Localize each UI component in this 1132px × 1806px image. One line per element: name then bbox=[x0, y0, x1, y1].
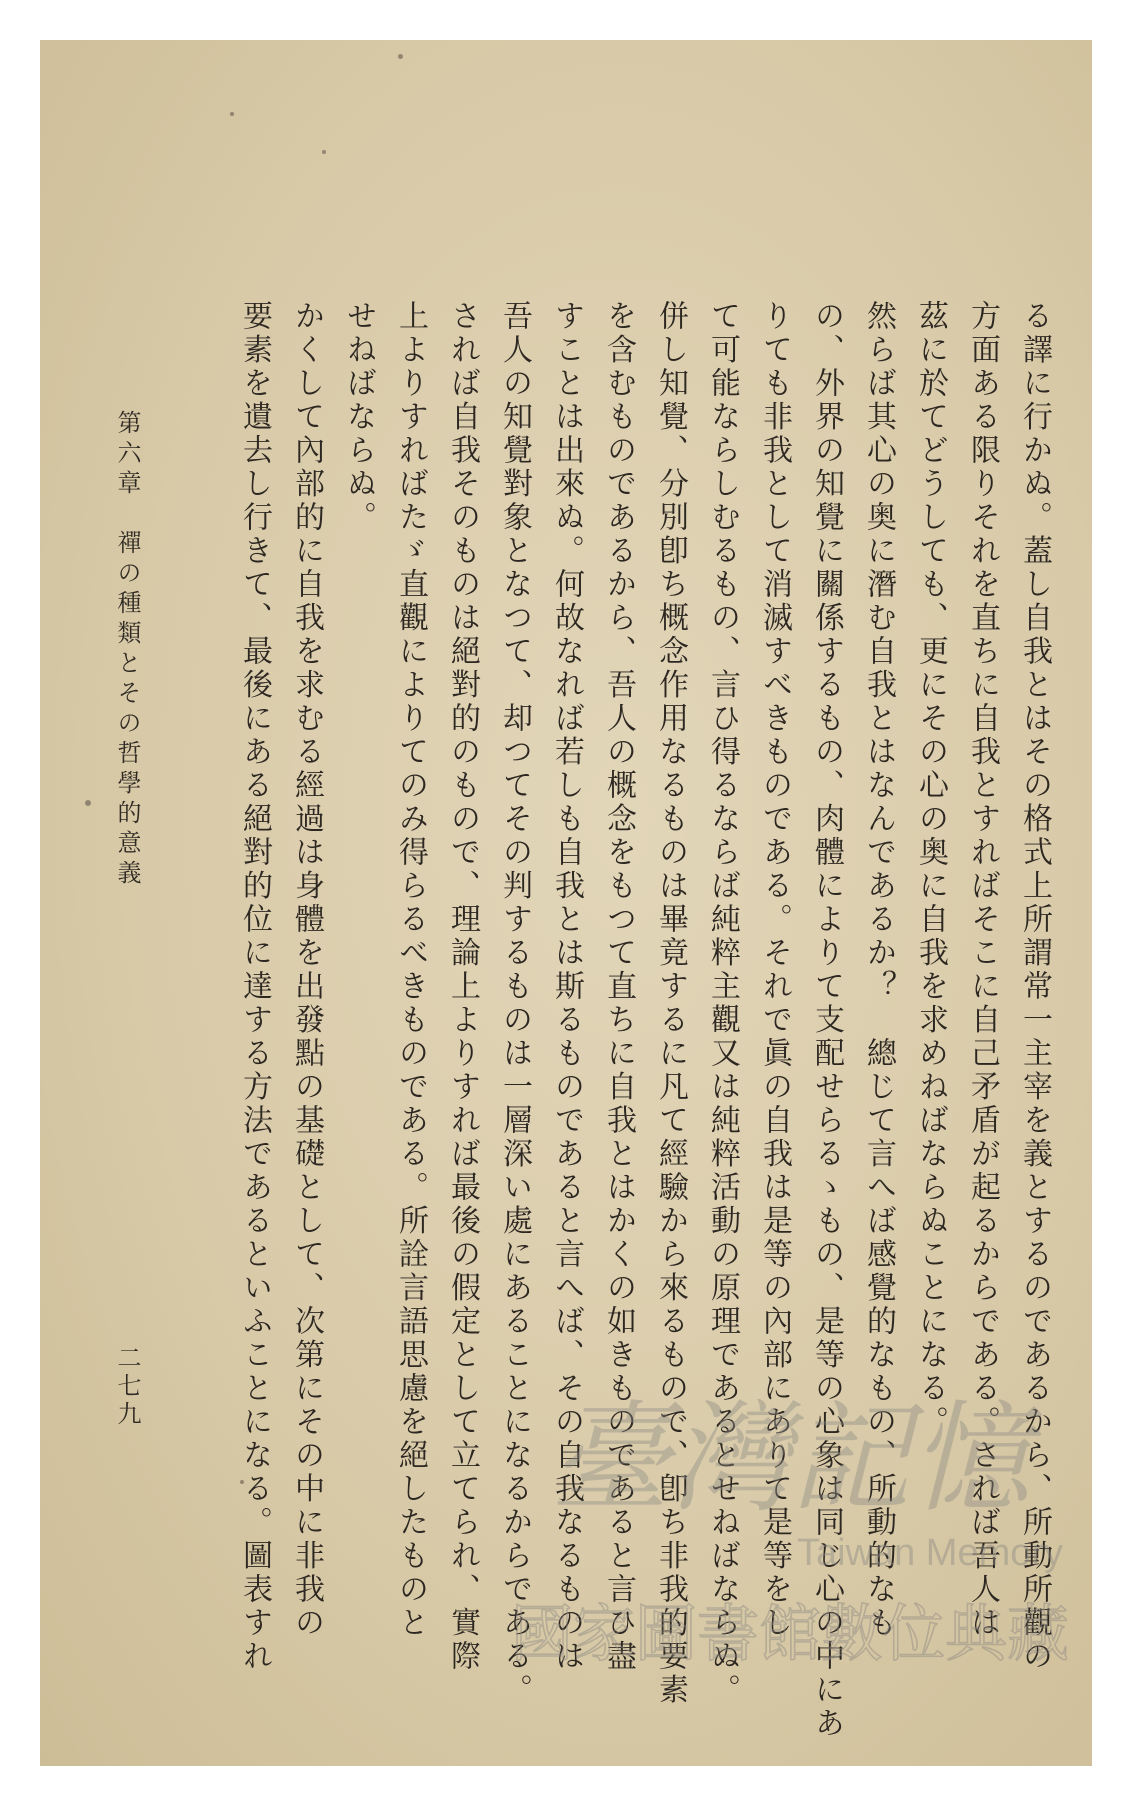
speck-mark bbox=[85, 800, 91, 806]
text-line: 然らば其心の奥に潛む自我とはなんであるか？ 總じて言へば感覺的なもの、所動的なも bbox=[861, 300, 896, 1640]
text-line: の、外界の知覺に關係するもの、肉體によりて支配せらるゝもの、是等の心象は同じ心の中にあ bbox=[809, 300, 844, 1741]
watermark-subtitle: Taiwan Memory bbox=[796, 1532, 1064, 1574]
text-line: て可能ならしむるもの、言ひ得るならば純粹主觀又は純粹活動の原理であるとせねばならぬ。 bbox=[705, 300, 740, 1707]
page-number: 二七九 bbox=[113, 1345, 141, 1429]
text-line: 要素を遺去し行きて、最後にある絕對的位に達する方法であるといふことになる。圖表すれ bbox=[237, 300, 272, 1674]
text-line: る譯に行かぬ。蓋し自我とはその格式上所謂常一主宰を義とするのであるから、所動所觀の bbox=[1017, 300, 1052, 1674]
speck-mark bbox=[322, 150, 326, 154]
text-line: を含むものであるから、吾人の概念をもつて直ちに自我とはかくの如きものであると言ひ盡 bbox=[601, 300, 636, 1674]
text-line: 上よりすればたゞ直觀によりてのみ得らるべきものである。所詮言語思慮を絕したものと bbox=[393, 300, 428, 1640]
text-line: すことは出來ぬ。何故なれば若しも自我とは斯るものであると言へば、その自我なるものは bbox=[549, 300, 584, 1674]
watermark-title: 臺灣記憶 bbox=[550, 1390, 1030, 1529]
speck-mark bbox=[398, 54, 403, 59]
text-line: 併し知覺、分別卽ち概念作用なるものは畢竟するに凡て經驗から來るもので、卽ち非我的要素 bbox=[653, 300, 688, 1707]
text-line: かくして內部的に自我を求むる經過は身體を出發點の基礎として、次第にその中に非我の bbox=[289, 300, 324, 1640]
text-line: されば自我そのものは絕對的のもので、理論上よりすれば最後の假定として立てられ、實際 bbox=[445, 300, 480, 1674]
text-line: 方面ある限りそれを直ちに自我とすればそこに自己矛盾が起るからである。されば吾人は bbox=[965, 300, 1000, 1640]
speck-mark bbox=[230, 112, 234, 116]
running-head: 第六章 禪の種類とその哲學的意義 bbox=[113, 410, 141, 890]
library-watermark bbox=[490, 1380, 1090, 1710]
text-line: 茲に於てどうしても、更にその心の奥に自我を求めねばならぬことになる。 bbox=[913, 300, 948, 1439]
watermark-institution: 國家圖書館數位典藏 bbox=[510, 1597, 1070, 1670]
text-line: せねばならぬ。 bbox=[341, 300, 376, 535]
text-line: りても非我として消滅すべきものである。それで眞の自我は是等の內部にありて是等をし bbox=[757, 300, 792, 1640]
page-scan bbox=[40, 40, 1092, 1766]
text-line: 吾人の知覺對象となつて、却つてその判するものは一層深い處にあることになるからである。 bbox=[497, 300, 532, 1707]
